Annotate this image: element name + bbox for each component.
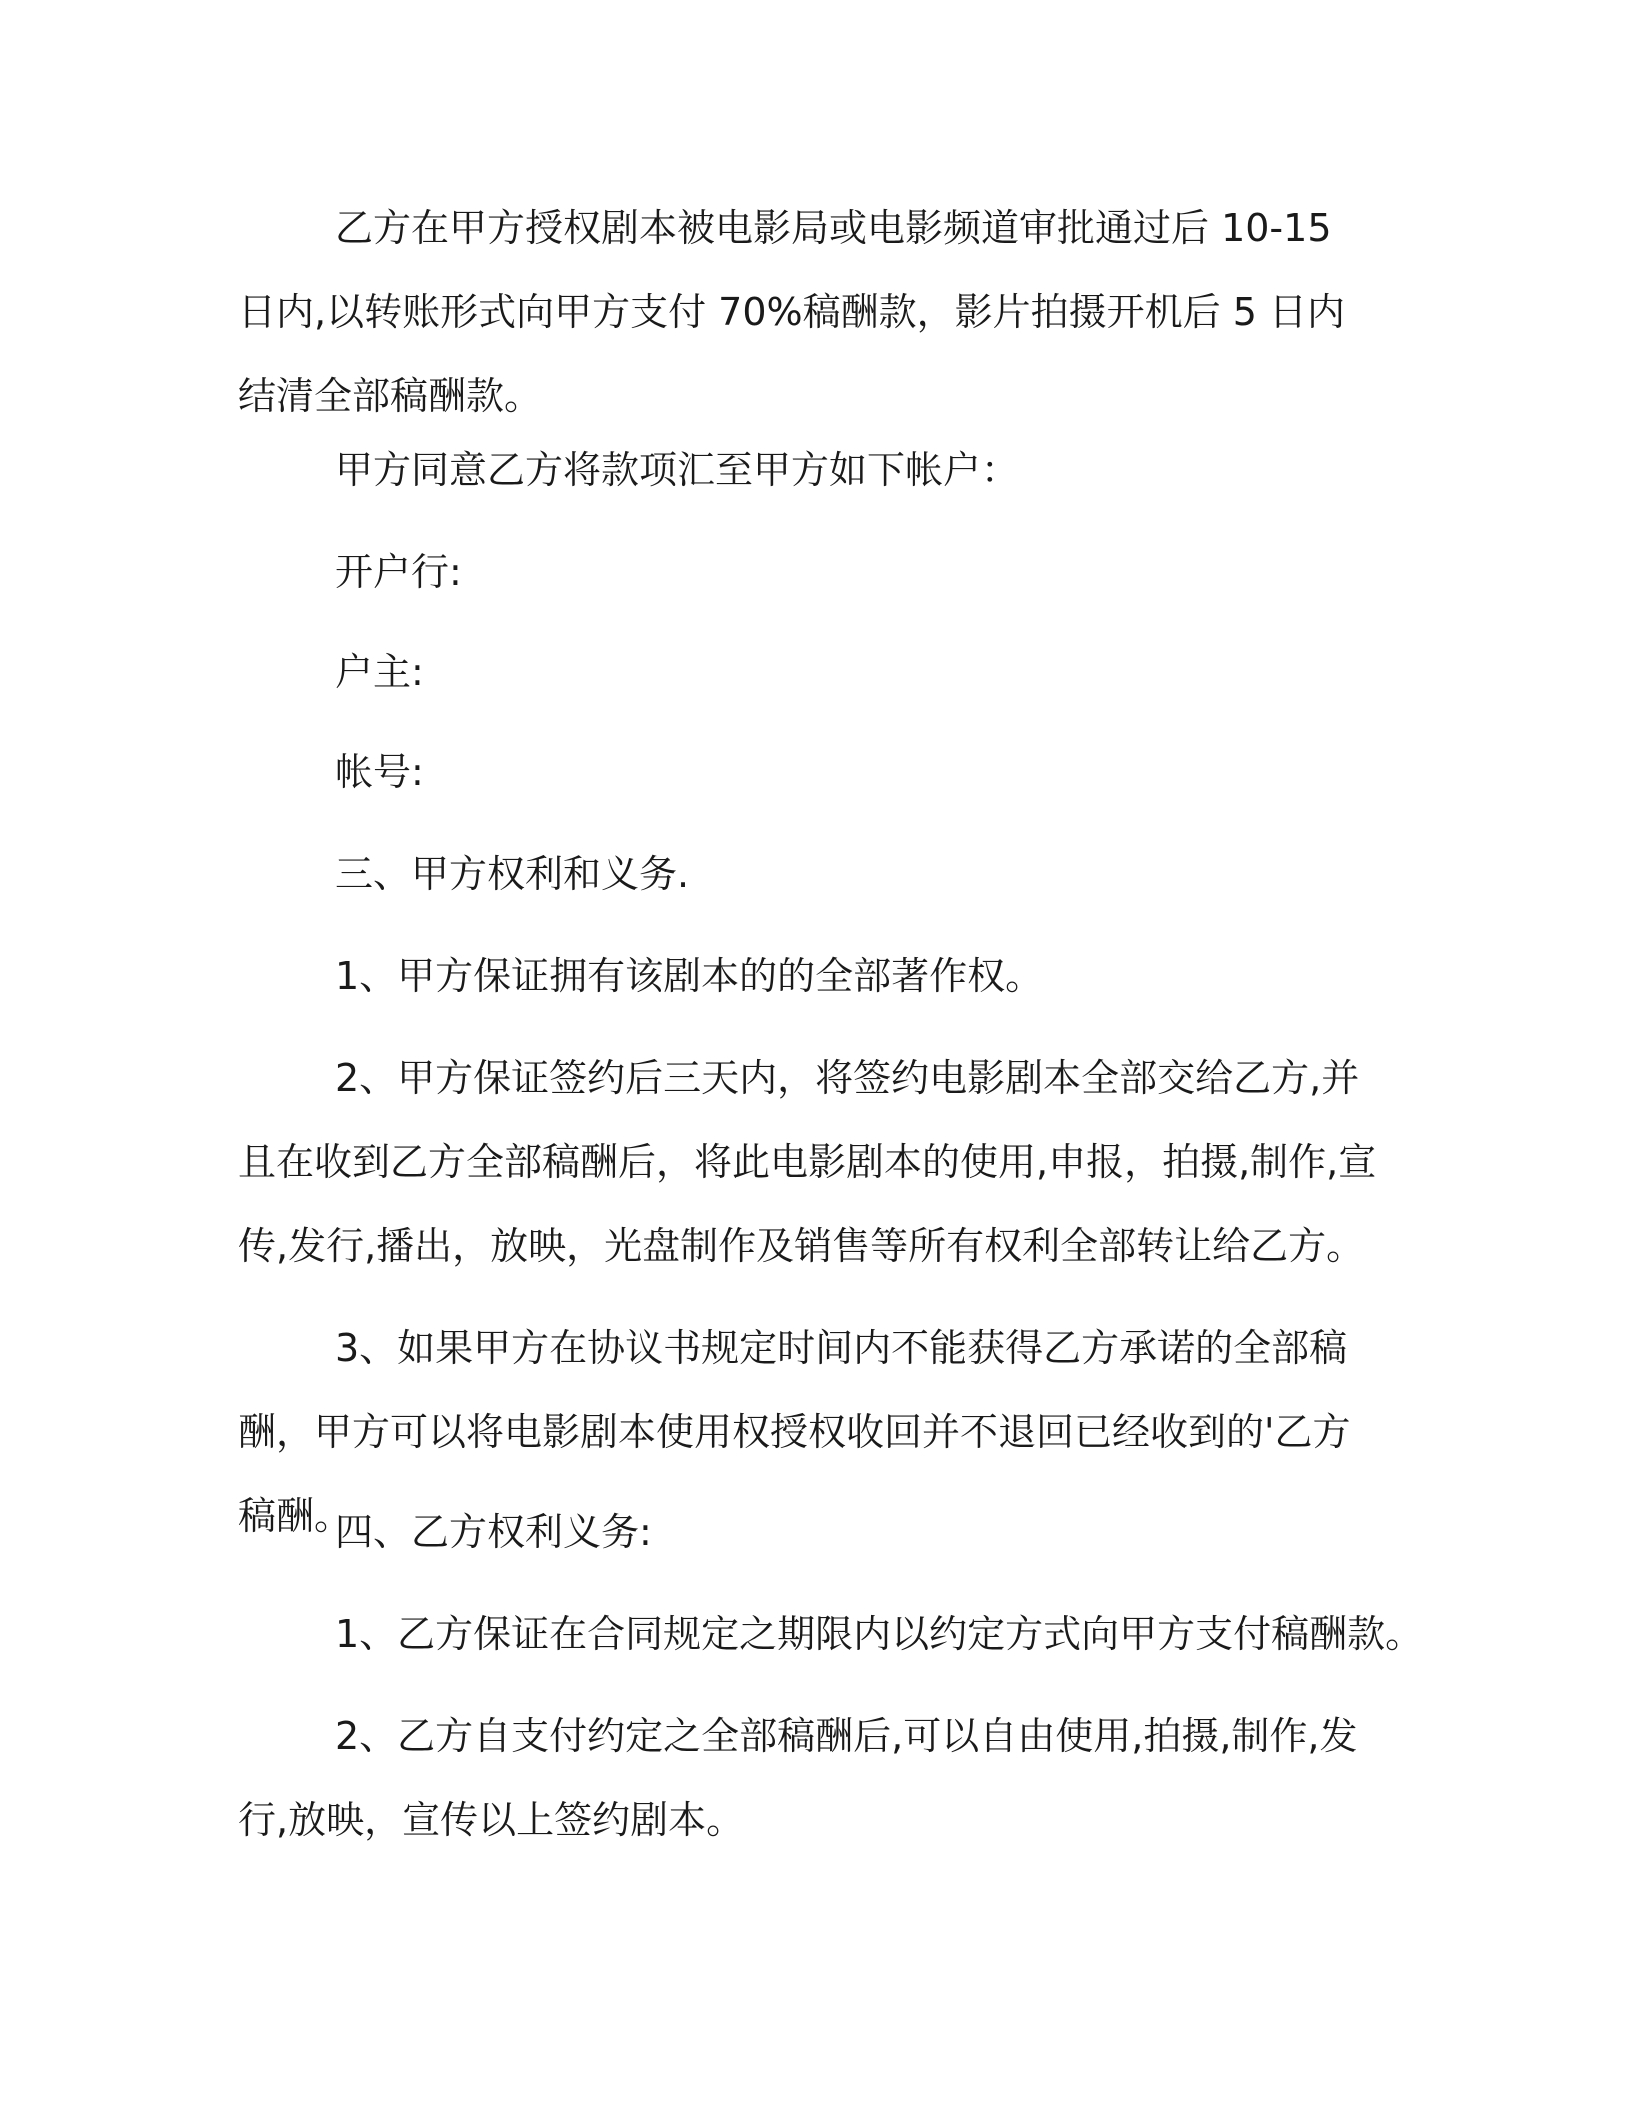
account-holder-field-label: 户主: xyxy=(335,650,424,694)
party-b-clause-2: 2、乙方自支付约定之全部稿酬后,可以自由使用,拍摄,制作,发行,放映，宣传以上签约剧本。 xyxy=(238,1714,1358,1842)
section-heading-party-b: 四、乙方权利义务: xyxy=(335,1510,652,1554)
bank-field-label: 开户行: xyxy=(335,550,462,594)
section-heading-party-a: 三、甲方权利和义务. xyxy=(335,852,690,896)
party-b-clause-1: 1、乙方保证在合同规定之期限内以约定方式向甲方支付稿酬款。 xyxy=(335,1612,1424,1656)
payment-terms-paragraph: 乙方在甲方授权剧本被电影局或电影频道审批通过后 10-15 日内,以转账形式向甲方支付 70%稿酬款，影片拍摄开机后 5 日内结清全部稿酬款。 xyxy=(238,206,1345,418)
party-a-clause-3: 3、如果甲方在协议书规定时间内不能获得乙方承诺的全部稿酬，甲方可以将电影剧本使用权授权收回并不退回已经收到的'乙方稿酬。 xyxy=(238,1326,1351,1538)
party-a-clause-2: 2、甲方保证签约后三天内，将签约电影剧本全部交给乙方,并且在收到乙方全部稿酬后，将此电影剧本的使用,申报，拍摄,制作,宣传,发行,播出，放映，光盘制作及销售等所有权利全部转让给乙方。 xyxy=(238,1056,1377,1268)
party-a-clause-1: 1、甲方保证拥有该剧本的的全部著作权。 xyxy=(335,954,1044,998)
account-intro-line: 甲方同意乙方将款项汇至甲方如下帐户： xyxy=(335,448,1020,492)
account-number-field-label: 帐号: xyxy=(335,750,424,794)
